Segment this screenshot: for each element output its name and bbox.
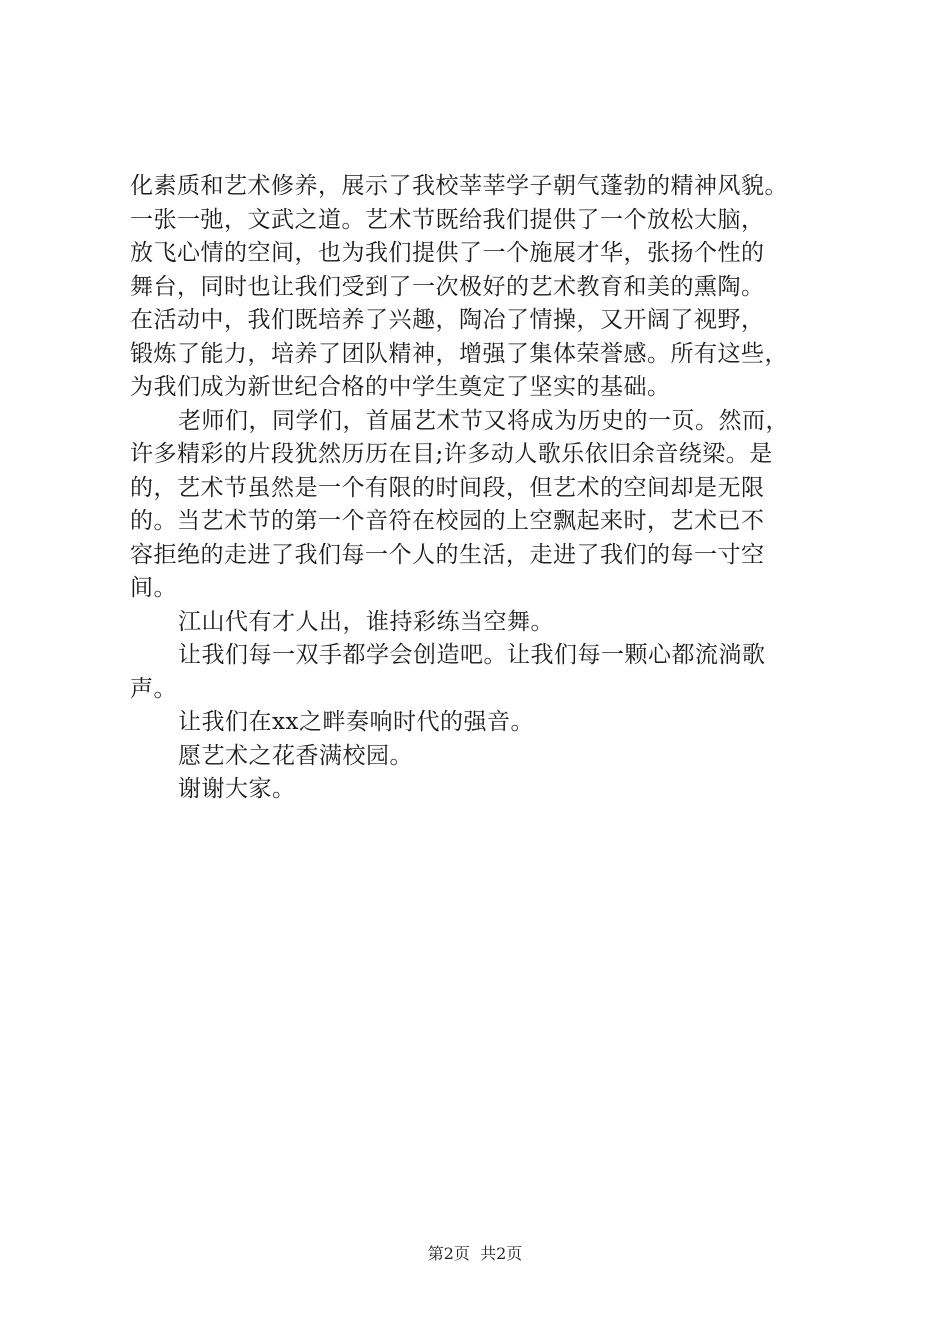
text-line: 一张一弛，文武之道。艺术节既给我们提供了一个放松大脑， <box>130 206 765 233</box>
page-number-footer: 第2页 共2页 <box>427 1244 523 1263</box>
text-line: 老师们，同学们，首届艺术节又将成为历史的一页。然而， <box>178 407 789 434</box>
text-line: 的，艺术节虽然是一个有限的时间段，但艺术的空间却是无限 <box>130 474 765 501</box>
text-line: 锻炼了能力，培养了团队精神，增强了集体荣誉感。所有这些， <box>130 340 788 367</box>
text-line: 的。当艺术节的第一个音符在校园的上空飘起来时，艺术已不 <box>130 508 765 534</box>
text-line: 舞台，同时也让我们受到了一次极好的艺术教育和美的熏陶。 <box>130 273 765 300</box>
text-line: 许多精彩的片段犹然历历在目;许多动人歌乐依旧余音绕梁。是 <box>130 441 773 467</box>
text-line: 愿艺术之花香满校园。 <box>178 742 413 769</box>
text-line: 谢谢大家。 <box>178 776 296 802</box>
text-line: 声。 <box>130 675 177 702</box>
text-line: 让我们每一双手都学会创造吧。让我们每一颗心都流淌歌 <box>178 642 766 668</box>
text-line: 放飞心情的空间，也为我们提供了一个施展才华，张扬个性的 <box>130 240 765 266</box>
text-line: 容拒绝的走进了我们每一个人的生活，走进了我们的每一寸空 <box>130 541 765 568</box>
text-line: 在活动中，我们既培养了兴趣，陶冶了情操，又开阔了视野， <box>130 307 765 333</box>
document-body <box>130 170 860 807</box>
text-line: 化素质和艺术修养，展示了我校莘莘学子朝气蓬勃的精神风貌。 <box>130 173 788 199</box>
text-line: 为我们成为新世纪合格的中学生奠定了坚实的基础。 <box>130 374 671 400</box>
text-line: 让我们在xx之畔奏响时代的强音。 <box>178 709 534 735</box>
text-line: 江山代有才人出，谁持彩练当空舞。 <box>178 608 554 635</box>
text-line: 间。 <box>130 575 177 601</box>
